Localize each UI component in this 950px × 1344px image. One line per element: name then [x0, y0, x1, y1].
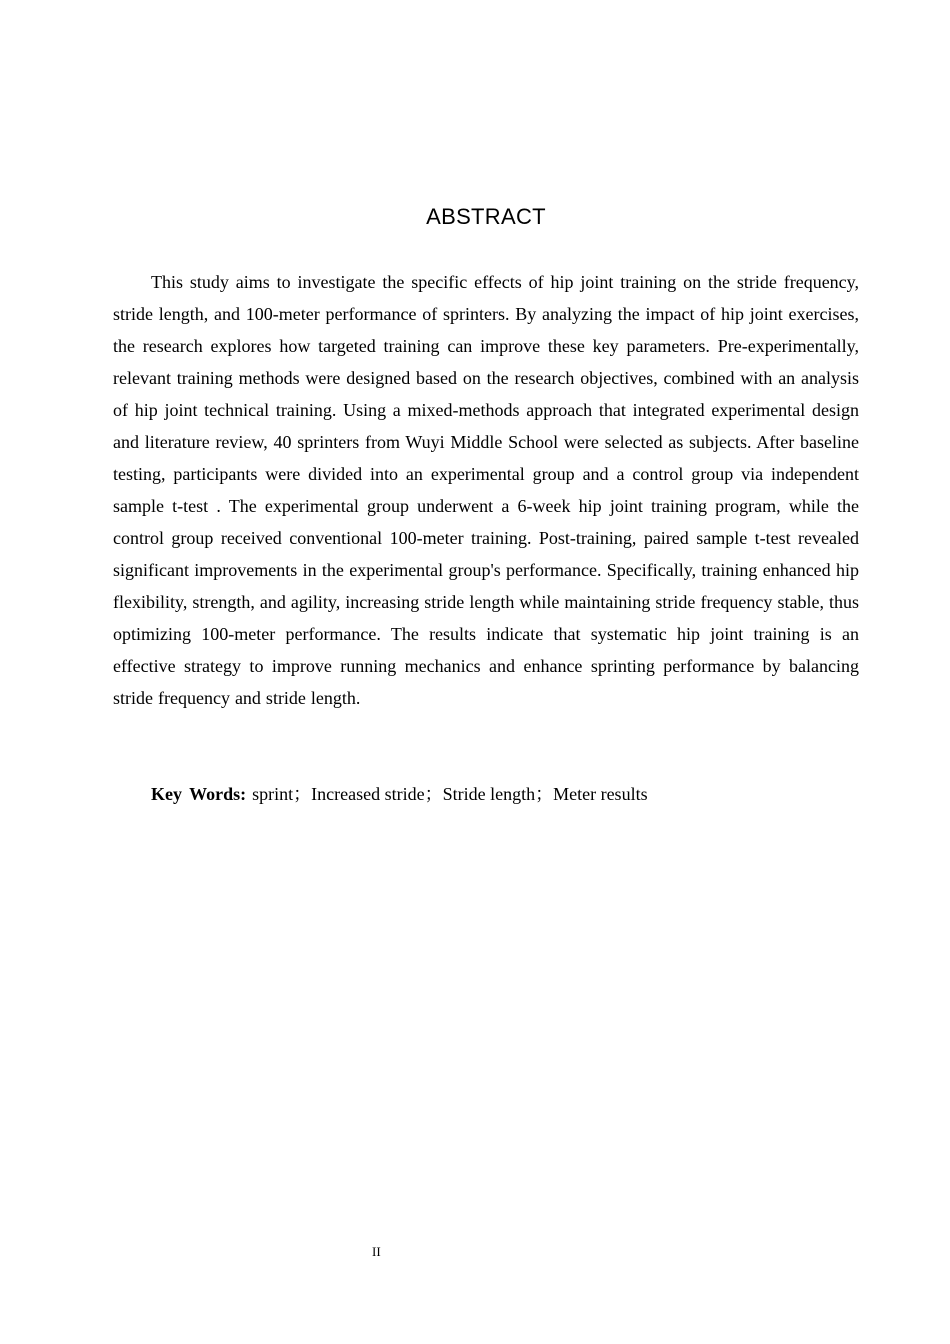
keywords-label: Key Words: [151, 784, 247, 804]
abstract-title: ABSTRACT [426, 204, 546, 229]
keywords-list: sprint；Increased stride；Stride length；Meter results [252, 784, 648, 804]
page-number: II [372, 1244, 381, 1259]
keywords-line [151, 778, 859, 810]
abstract-paragraph: This study aims to investigate the specific effects of hip joint training on the stride frequency, stride length, and 100-meter performance of sprinters. By analyzing the impact of hip joint exercises, the research explores how targeted training can improve these key parameters. Pre-experimentally, relevant training methods were designed based on the research objectives, combined with an analysis of hip joint technical training. Using a mixed-methods approach that integrated experimental design and literature review, 40 sprinters from Wuyi Middle School were selected as subjects. After baseline testing, participants were divided into an experimental group and a control group via independent sample t-test . The experimental group underwent a 6-week hip joint training program, while the control group received conventional 100-meter training. Post-training, paired sample t-test revealed significant improvements in the experimental group's performance. Specifically, training enhanced hip flexibility, strength, and agility, increasing stride length while maintaining stride frequency stable, thus optimizing 100-meter performance. The results indicate that systematic hip joint training is an effective strategy to improve running mechanics and enhance sprinting performance by balancing stride frequency and stride length. [113, 272, 859, 708]
